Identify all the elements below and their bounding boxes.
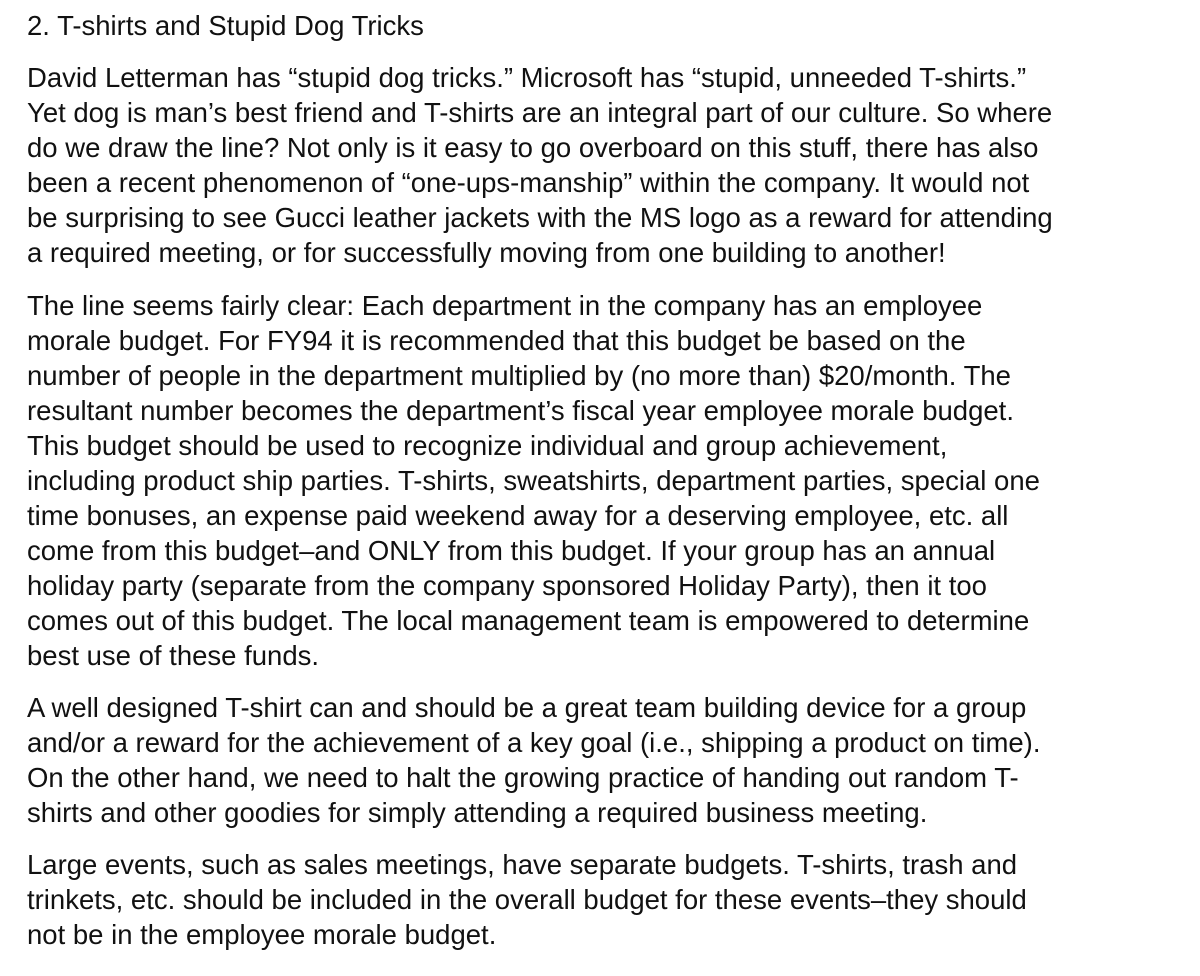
paragraph-line: holiday party (separate from the company sponsored Holiday Party), then it too [27, 570, 987, 601]
paragraph-line: time bonuses, an expense paid weekend away for a deserving employee, etc. all [27, 500, 1009, 531]
paragraph-line: and/or a reward for the achievement of a key goal (i.e., shipping a product on time). [27, 727, 1041, 758]
paragraph-line: A well designed T-shirt can and should be a great team building device for a group [27, 692, 1027, 723]
paragraph-line: trinkets, etc. should be included in the overall budget for these events–they should [27, 884, 1027, 915]
paragraph-line: come from this budget–and ONLY from this budget. If your group has an annual [27, 535, 996, 566]
paragraph-line: The line seems fairly clear: Each department in the company has an employee [27, 290, 983, 321]
section-heading: 2. T-shirts and Stupid Dog Tricks [27, 10, 424, 41]
paragraph-line: a required meeting, or for successfully moving from one building to another! [27, 237, 946, 268]
paragraph-line: On the other hand, we need to halt the growing practice of handing out random T- [27, 762, 1019, 793]
paragraph-line: This budget should be used to recognize individual and group achievement, [27, 430, 948, 461]
paragraph-line: be surprising to see Gucci leather jackets with the MS logo as a reward for attending [27, 202, 1053, 233]
paragraph-line: comes out of this budget. The local management team is empowered to determine [27, 605, 1030, 636]
paragraph-line: morale budget. For FY94 it is recommended that this budget be based on the [27, 325, 966, 356]
paragraph-line: been a recent phenomenon of “one-ups-manship” within the company. It would not [27, 167, 1030, 198]
paragraph-line: David Letterman has “stupid dog tricks.” Microsoft has “stupid, unneeded T-shirts.” [27, 62, 1027, 93]
paragraph-line: number of people in the department multiplied by (no more than) $20/month. The [27, 360, 1011, 391]
paragraph-line: best use of these funds. [27, 640, 319, 671]
paragraph-line: including product ship parties. T-shirts, sweatshirts, department parties, special one [27, 465, 1040, 496]
paragraph-line: shirts and other goodies for simply attending a required business meeting. [27, 797, 928, 828]
paragraph-line: Large events, such as sales meetings, have separate budgets. T-shirts, trash and [27, 849, 1018, 880]
paragraph-line: Yet dog is man’s best friend and T-shirts are an integral part of our culture. So where [27, 97, 1053, 128]
paragraph-line: do we draw the line? Not only is it easy to go overboard on this stuff, there has also [27, 132, 1039, 163]
paragraph-line: not be in the employee morale budget. [27, 919, 497, 950]
paragraph-line: resultant number becomes the department’s fiscal year employee morale budget. [27, 395, 1014, 426]
